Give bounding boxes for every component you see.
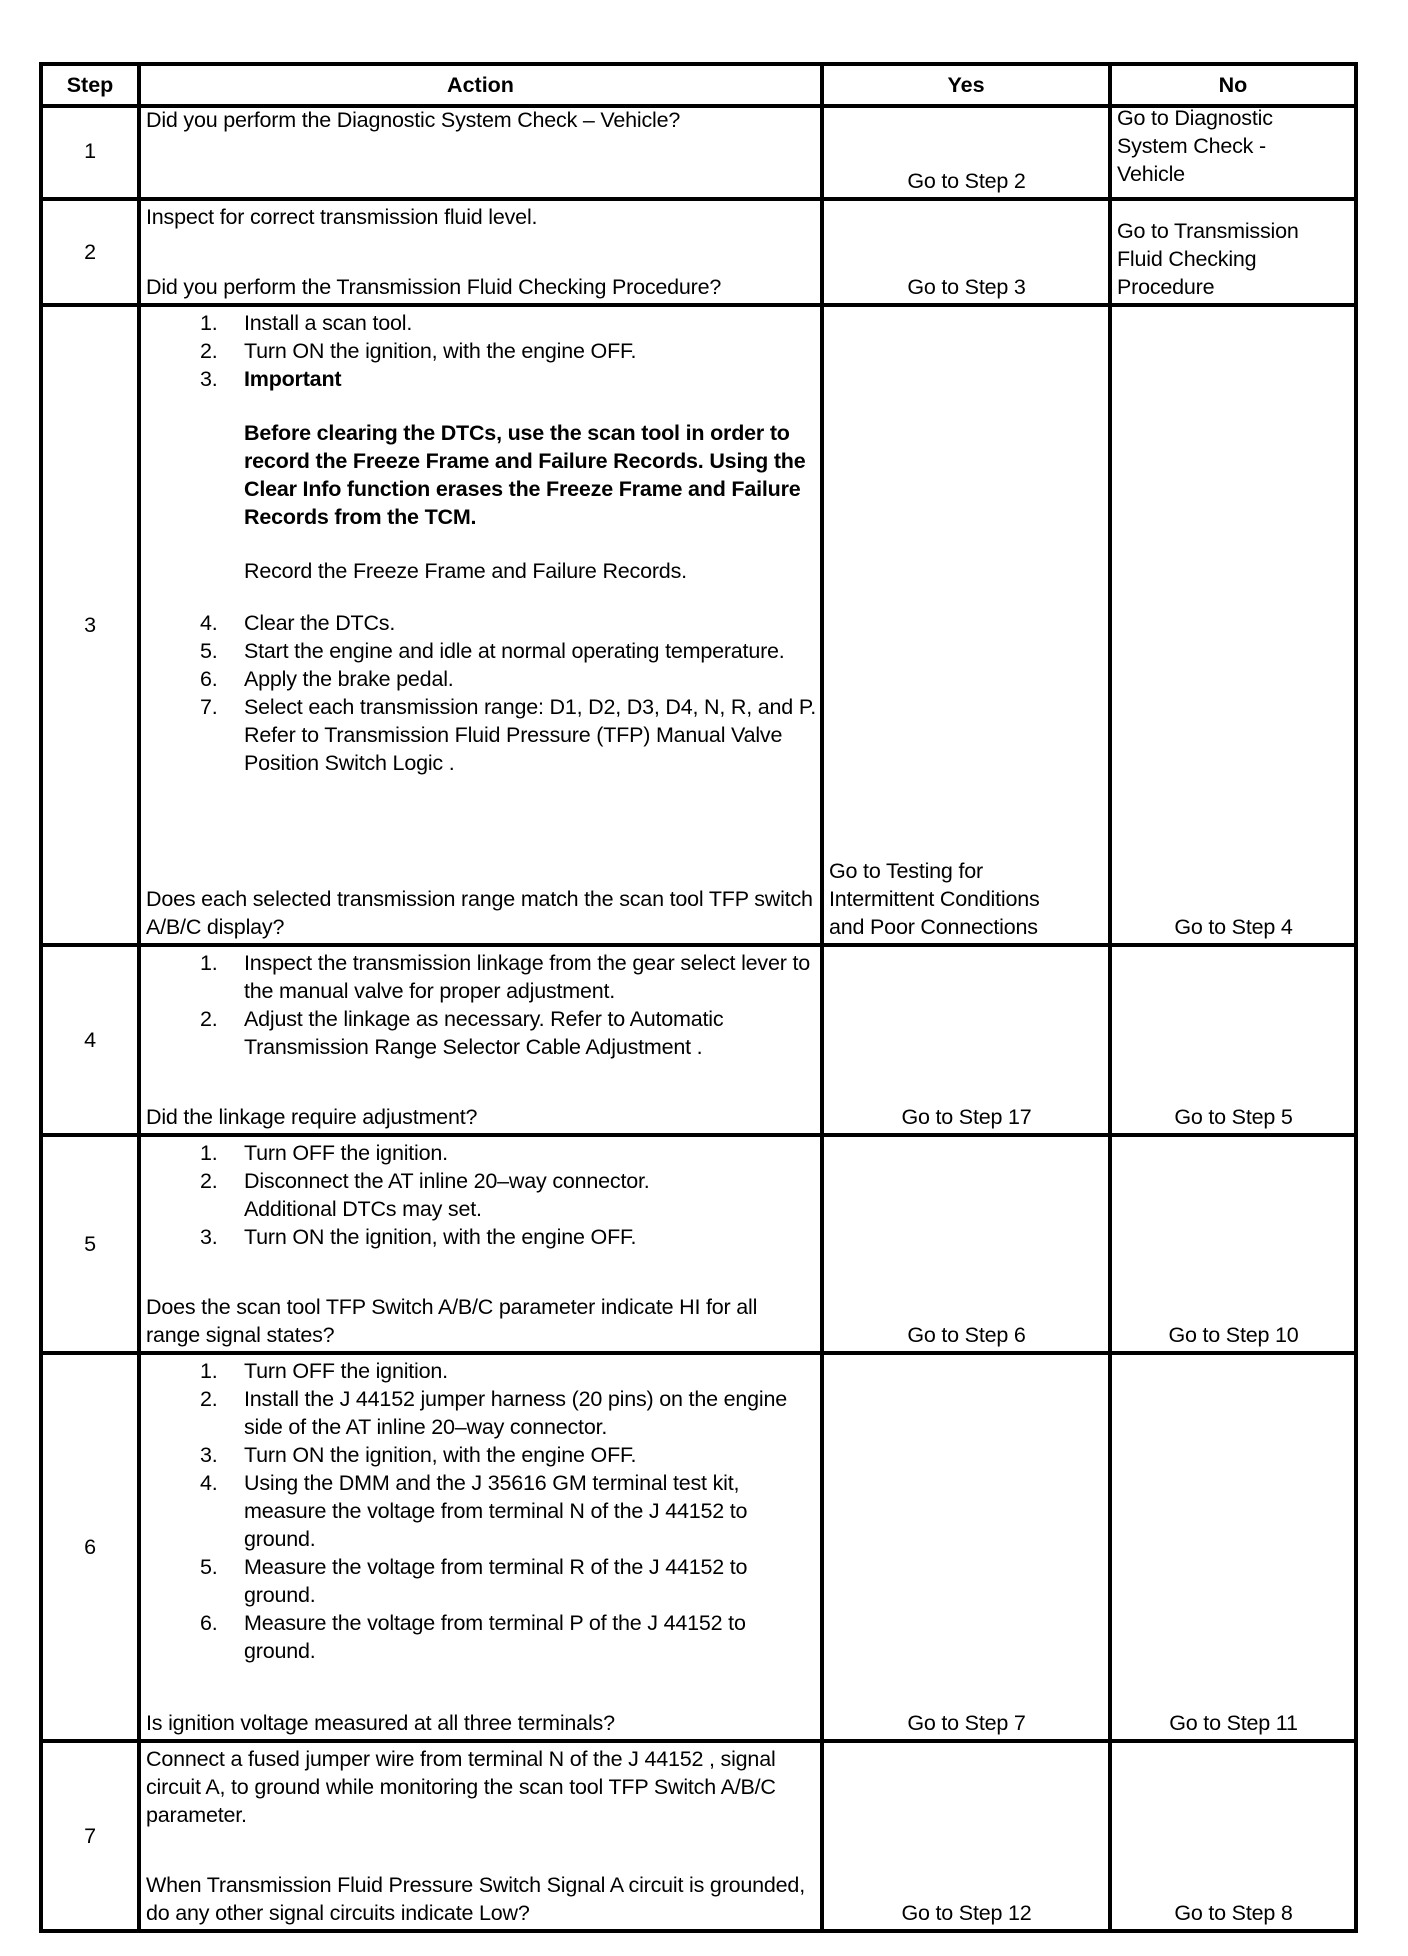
header-yes [824, 66, 1112, 104]
no-cell [1112, 1137, 1354, 1351]
step-text: Inspect the transmission linkage from the gear select lever to the manual valve for proper adjustment. [244, 951, 810, 1003]
action-cell [141, 1137, 824, 1351]
step-text: Measure the voltage from terminal P of the J 44152 to ground. [244, 1611, 746, 1663]
table-row-step-7 [43, 1743, 1354, 1929]
step-num: 2. [200, 1387, 218, 1411]
action-step [146, 609, 816, 637]
step-num: 4. [200, 611, 218, 635]
step-number-cell [43, 1355, 141, 1739]
step-num: 1. [200, 311, 218, 335]
action-steps-list [146, 309, 816, 393]
step-number: 4 [84, 1028, 96, 1052]
action-step [146, 1005, 816, 1061]
no-line: Vehicle [1117, 162, 1185, 186]
no-link-go-to-step-5[interactable]: Go to Step 5 [1174, 1105, 1293, 1129]
no-link-go-to-step-10[interactable]: Go to Step 10 [1168, 1323, 1299, 1347]
step-number-cell [43, 104, 141, 197]
header-yes-label: Yes [947, 73, 985, 97]
no-cell [1112, 307, 1354, 943]
table-row-step-4 [43, 947, 1354, 1137]
table-header-row [43, 66, 1354, 108]
no-link-go-to-step-4[interactable]: Go to Step 4 [1174, 915, 1293, 939]
record-note: Record the Freeze Frame and Failure Records. [244, 559, 687, 583]
step-number-cell [43, 947, 141, 1133]
no-line: Go to Transmission [1117, 219, 1299, 243]
yes-cell [824, 1743, 1112, 1929]
no-cell [1112, 201, 1354, 303]
table-row-step-1 [43, 104, 1354, 201]
yes-link-go-to-step-6[interactable]: Go to Step 6 [907, 1323, 1026, 1347]
header-action [141, 66, 824, 104]
yes-cell [824, 1355, 1112, 1739]
step-text: Select each transmission range: D1, D2, D3, D4, N, R, and P. Refer to Transmission Fluid Pressure (TFP) Manual Valve Position Switch Logic . [244, 695, 816, 775]
action-question: Does each selected transmission range match the scan tool TFP switch A/B/C display? [146, 887, 813, 939]
no-line: System Check - [1117, 134, 1266, 158]
step-text: Using the DMM and the J 35616 GM terminal test kit, measure the voltage from terminal N of the J 44152 to ground. [244, 1471, 748, 1551]
step-number-cell [43, 1137, 141, 1351]
no-link-go-to-step-8[interactable]: Go to Step 8 [1174, 1901, 1293, 1925]
header-action-label: Action [447, 73, 514, 97]
action-step [146, 637, 816, 665]
action-question: Is ignition voltage measured at all three terminals? [146, 1711, 615, 1735]
action-cell [141, 104, 824, 197]
step-num: 6. [200, 1611, 218, 1635]
action-question: Does the scan tool TFP Switch A/B/C parameter indicate HI for all range signal states? [146, 1295, 758, 1347]
no-link-go-to-step-11[interactable]: Go to Step 11 [1169, 1711, 1298, 1735]
action-cell [141, 201, 824, 303]
step-num: 7. [200, 695, 218, 719]
no-line: Go to Diagnostic [1117, 106, 1273, 130]
step-text: Apply the brake pedal. [244, 667, 454, 691]
yes-line: and Poor Connections [829, 915, 1038, 939]
action-step [146, 1223, 816, 1251]
step-num: 2. [200, 339, 218, 363]
step-text: Clear the DTCs. [244, 611, 396, 635]
step-number: 5 [84, 1232, 96, 1256]
action-step [146, 1469, 816, 1553]
no-link-diagnostic-system-check[interactable] [1117, 104, 1350, 188]
action-cell [141, 307, 824, 943]
step-num: 2. [200, 1007, 218, 1031]
step-num: 3. [200, 367, 218, 391]
step-number: 1 [84, 138, 96, 163]
action-question: When Transmission Fluid Pressure Switch Signal A circuit is grounded, do any other signal circuits indicate Low? [146, 1873, 805, 1925]
step-number: 2 [84, 240, 96, 264]
yes-cell [824, 104, 1112, 197]
action-step [146, 1553, 816, 1609]
yes-link-go-to-step-3[interactable]: Go to Step 3 [907, 275, 1026, 299]
action-step [146, 693, 816, 777]
action-step [146, 1385, 816, 1441]
action-step [146, 1167, 816, 1223]
action-step [146, 1441, 816, 1469]
no-cell [1112, 104, 1354, 197]
step-number: 3 [84, 613, 96, 637]
step-text: Turn ON the ignition, with the engine OFF. [244, 1443, 637, 1467]
step-number: 6 [84, 1535, 96, 1559]
important-note: Before clearing the DTCs, use the scan tool in order to record the Freeze Frame and Failure Records. Using the Clear Info function erases the Freeze Frame and Failure Records from the TCM. [244, 421, 806, 529]
step-text: Turn ON the ignition, with the engine OFF. [244, 339, 637, 363]
table-row-step-6 [43, 1355, 1354, 1743]
action-step [146, 1139, 816, 1167]
action-steps-list [146, 949, 816, 1061]
yes-link-testing-intermittent-conditions[interactable] [829, 857, 1104, 941]
no-cell [1112, 1743, 1354, 1929]
important-label: Important [244, 367, 342, 391]
action-step [146, 665, 816, 693]
table-row-step-3 [43, 307, 1354, 947]
action-step [146, 337, 816, 365]
action-steps-list [146, 1357, 816, 1665]
header-no [1112, 66, 1354, 104]
step-number-cell [43, 307, 141, 943]
action-instruction: Connect a fused jumper wire from terminal N of the J 44152 , signal circuit A, to ground while monitoring the scan tool TFP Switch A/B/C parameter. [146, 1747, 776, 1827]
diagnostic-table [39, 62, 1358, 1933]
no-line: Procedure [1117, 275, 1215, 299]
header-no-label: No [1218, 73, 1248, 97]
yes-link-go-to-step-12[interactable]: Go to Step 12 [901, 1901, 1032, 1925]
action-question: Did the linkage require adjustment? [146, 1105, 478, 1129]
no-line: Fluid Checking [1117, 247, 1257, 271]
yes-line: Intermittent Conditions [829, 887, 1040, 911]
step-text: Install the J 44152 jumper harness (20 pins) on the engine side of the AT inline 20–way connector. [244, 1387, 787, 1439]
step-num: 3. [200, 1443, 218, 1467]
action-cell [141, 1743, 824, 1929]
step-num: 1. [200, 1141, 218, 1165]
no-cell [1112, 1355, 1354, 1739]
step-num: 1. [200, 951, 218, 975]
no-link-transmission-fluid-checking[interactable] [1117, 217, 1350, 301]
header-step-label: Step [66, 73, 114, 97]
action-steps-list [146, 609, 816, 777]
step-text: Disconnect the AT inline 20–way connector. Additional DTCs may set. [244, 1169, 650, 1221]
step-text: Start the engine and idle at normal operating temperature. [244, 639, 785, 663]
step-num: 1. [200, 1359, 218, 1383]
action-step [146, 1609, 816, 1665]
step-text: Turn OFF the ignition. [244, 1141, 448, 1165]
step-text: Measure the voltage from terminal R of the J 44152 to ground. [244, 1555, 748, 1607]
yes-cell [824, 307, 1112, 943]
action-question: Did you perform the Transmission Fluid Checking Procedure? [146, 275, 722, 299]
step-num: 6. [200, 667, 218, 691]
step-text: Install a scan tool. [244, 311, 413, 335]
action-step [146, 1357, 816, 1385]
step-num: 2. [200, 1169, 218, 1193]
action-step [146, 365, 816, 393]
yes-link-go-to-step-7[interactable]: Go to Step 7 [907, 1711, 1026, 1735]
action-instruction: Inspect for correct transmission fluid level. [146, 205, 538, 229]
yes-cell [824, 1137, 1112, 1351]
header-step [43, 66, 141, 104]
action-cell [141, 947, 824, 1133]
action-step [146, 309, 816, 337]
step-num: 5. [200, 1555, 218, 1579]
action-steps-list [146, 1139, 816, 1251]
step-text: Turn ON the ignition, with the engine OFF. [244, 1225, 637, 1249]
step-number: 7 [84, 1824, 96, 1848]
table-row-step-5 [43, 1137, 1354, 1355]
step-num: 3. [200, 1225, 218, 1249]
action-step [146, 949, 816, 1005]
step-text: Adjust the linkage as necessary. Refer to Automatic Transmission Range Selector Cable Adjustment . [244, 1007, 724, 1059]
step-num: 4. [200, 1471, 218, 1495]
action-cell [141, 1355, 824, 1739]
yes-cell [824, 201, 1112, 303]
action-question: Did you perform the Diagnostic System Check – Vehicle? [146, 108, 681, 132]
step-num: 5. [200, 639, 218, 663]
step-number-cell [43, 1743, 141, 1929]
yes-line: Go to Testing for [829, 859, 983, 883]
yes-cell [824, 947, 1112, 1133]
yes-link-go-to-step-17[interactable]: Go to Step 17 [901, 1105, 1032, 1129]
step-text: Turn OFF the ignition. [244, 1359, 448, 1383]
yes-link-go-to-step-2[interactable]: Go to Step 2 [907, 169, 1026, 193]
step-number-cell [43, 201, 141, 303]
no-cell [1112, 947, 1354, 1133]
table-row-step-2 [43, 201, 1354, 307]
